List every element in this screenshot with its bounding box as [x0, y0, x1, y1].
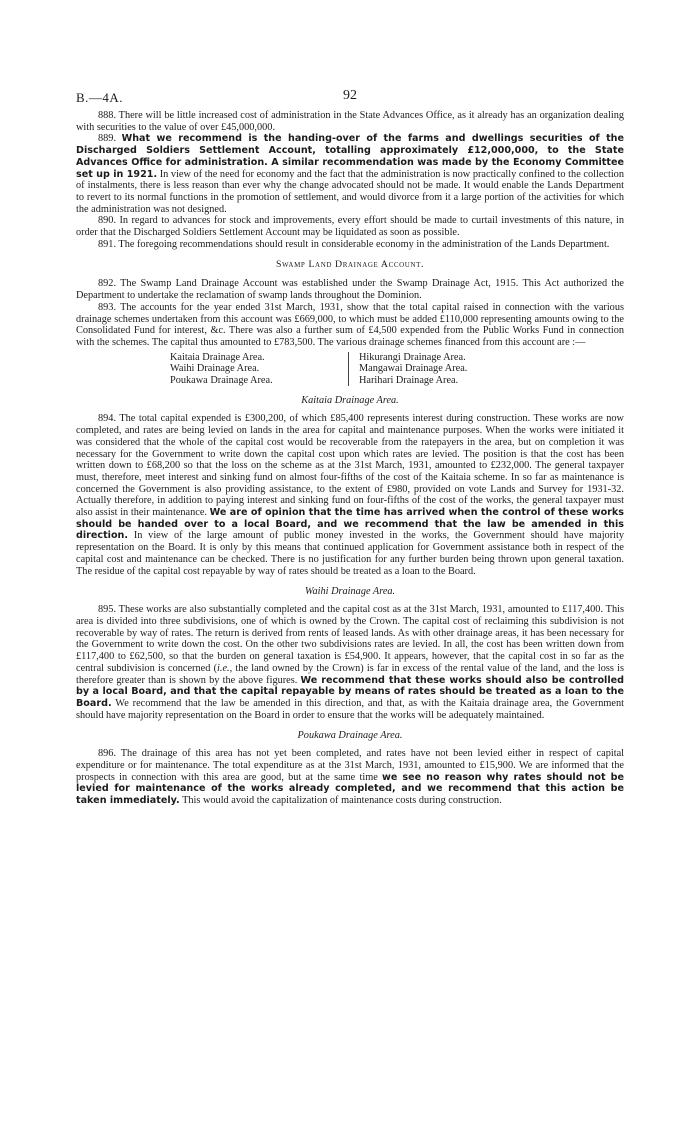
subheading-waihi: Waihi Drainage Area. — [304, 586, 396, 598]
paragraph-889: 889. What we recommend is the handing-over of the farms and dwellings securities of the Discharged Soldiers Settlement Account, totalling approximately £12,000,000, to the State Advances Office for administration. A similar recommendation was made by the Economy Committee set up in 1921. In view of the need for economy and the fact that the administration is now practically confined to the collection of instalments, there is less reason than ever why the change advocated should not be made. It would enable the Lands Department to revert to its normal functions in the promotion of settlement, and would divorce from it a large portion of the activities for which the administration was not designed. — [76, 133, 625, 215]
paragraph-896: 896. The drainage of this area has not yet been completed, and rates have not been levied either in respect of capital expenditure or for maintenance. The total expenditure as at the 31st March, 1931, amounted to £15,900. We are informed that the prospects in connection with this area are good, but at the same time we see no reason why rates should not be levied for maintenance of the works already completed, and we recommend that this action be taken immediately. This would avoid the capitalization of maintenance costs during construction. — [76, 748, 625, 807]
paragraph-893: 893. The accounts for the year ended 31st March, 1931, show that the total capital raised in connection with the various drainage schemes undertaken from this account was £669,000, to which must be added £110,000 representing amounts owing to the Consolidated Fund for interest, &c. There was also a further sum of £4,500 expended from the Public Works Fund in connection with the schemes. The capital thus amounted to £783,500. The various drainage schemes financed from this account are :— — [76, 301, 624, 348]
document-page — [76, 88, 624, 807]
list-item: Harihari Drainage Area. — [359, 374, 459, 386]
areas-right-column — [348, 352, 537, 387]
document-reference: B.—4A. — [76, 90, 124, 105]
paragraph-892: 892. The Swamp Land Drainage Account was established under the Swamp Drainage Act, 1915. This Act authorized the Department to undertake the reclamation of swamp lands throughout the Dominion. — [76, 278, 624, 302]
page-header — [76, 88, 624, 110]
paragraph-888: 888. There will be little increased cost of administration in the State Advances Office, as it already has an organization dealing with securities to the value of over £45,000,000. — [76, 110, 624, 133]
list-item: Poukawa Drainage Area. — [170, 374, 273, 386]
list-item: Waihi Drainage Area. — [170, 363, 260, 375]
list-item: Mangawai Drainage Area. — [359, 363, 468, 375]
recommendation-bold: we see no reason why rates should not be levied for maintenance of the works already completed, and we recommend that this action be taken immediately. — [76, 771, 625, 807]
areas-left-column — [170, 352, 348, 387]
list-item: Kaitaia Drainage Area. — [170, 351, 265, 363]
recommendation-bold: What we recommend is the handing-over of the farms and dwellings securities of the Discharged Soldiers Settlement Account, totalling approximately £12,000,000, to the State Advances Office for administration. A similar recommendation was made by the Economy Committee set up in 1921. — [76, 133, 625, 180]
recommendation-bold: We are of opinion that the time has arrived when the control of these works should be handed over to a local Board, and we recommend that the law be amended in this direction. — [76, 507, 624, 542]
drainage-areas-list — [170, 352, 624, 387]
subheading-kaitaia: Kaitaia Drainage Area. — [301, 395, 399, 407]
section-heading-swamp-land: Swamp Land Drainage Account. — [275, 259, 425, 271]
paragraph-895: 895. These works are also substantially completed and the capital cost as at the 31st March, 1931, amounted to £117,400. This area is divided into three subdivisions, one of which is owned by the Crown. The capital cost of reclaiming this subdivision is not recoverable by way of rates. The return is derived from rents of leased lands. As with other drainage areas, it has been necessary for the Government to write down the cost. On the other two subdivisions rates are levied. In all, the cost has been written down from £117,400 to £62,500, so that the burden on general taxation is £54,900. It appears, however, that the capital cost in so far as the central subdivision is concerned (i.e., the land owned by the Crown) is far in excess of the rental value of the land, and the loss is therefore greater than is shown by the above figures. We recommend that these works should also be controlled by a local Board, and that the capital repayable by means of rates should be treated as a loan to the Board. We recommend that the law be amended in this direction, and that, as with the Kaitaia drainage area, the Government should have majority representation on the Board in order to ensure that the works will be adequately maintained. — [76, 604, 624, 721]
paragraph-891: 891. The foregoing recommendations should result in considerable economy in the administration of the Lands Department. — [98, 238, 610, 250]
page-number: 92 — [343, 88, 357, 103]
paragraph-890: 890. In regard to advances for stock and improvements, every effort should be made to curtail investments of this nature, in order that the Discharged Soldiers Settlement Account may be liquidated as soon as possible. — [76, 215, 624, 239]
list-item: Hikurangi Drainage Area. — [359, 351, 466, 363]
subheading-poukawa: Poukawa Drainage Area. — [297, 730, 403, 742]
recommendation-bold: We recommend that these works should also be controlled by a local Board, and that the capital repayable by means of rates should be treated as a loan to the Board. — [76, 674, 624, 709]
paragraph-894: 894. The total capital expended is £300,200, of which £85,400 represents interest during construction. These works are now completed, and rates are being levied on lands in the area for capital and maintenance purposes. When the works were initiated it was considered that the whole of the capital cost would be recoverable from the ratepayers in the area, but on completion it was necessary for the Government to write down the capital cost upon which rates are levied. The position is that the cost has been written down to £68,200 so that the loss on the scheme as at the 31st March, 1931, amounted to £232,000. The general taxpayer must, therefore, meet interest and sinking fund on almost four-fifths of the cost of the Kaitaia scheme. In so far as maintenance is concerned the Government is also providing assistance, to the extent of £980, provided on vote Lands and Survey for 1931-32. Actually therefore, in addition to paying interest and sinking fund on four-fifths of the cost of the works, the general taxpayer must also assist in their maintenance. We are of opinion that the time has arrived when the control of these works should be handed over to a local Board, and we recommend that the law be amended in this direction. In view of the large amount of public money invested in the works, the Government should have majority representation on the Board. It is only by this means that continued application for Government assistance both in respect of the capital cost and maintenance can be checked. There is no justification for any further burden being thrown upon general taxation. The residue of the capital cost repayable by way of rates should be treated as a loan to the Board. — [76, 413, 624, 577]
